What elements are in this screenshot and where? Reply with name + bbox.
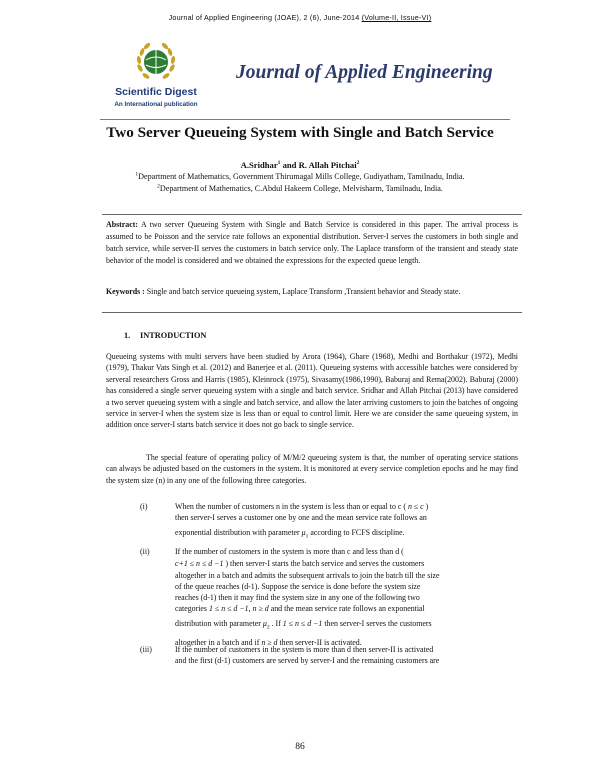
globe-wreath-icon <box>134 40 178 84</box>
paper-title: Two Server Queueing System with Single and Batch Service <box>106 124 494 141</box>
header-rule <box>100 119 510 120</box>
intro-paragraph-2: The special feature of operating policy of M/M/2 queueing system is that, the number of operating service stations can always be adjusted based on the customers in the system. It is monitored at every service completion epochs and he may find the system size (n) in any one of the following three categories. <box>106 453 518 485</box>
affiliation-2: $^2$Department of Mathematics, C.Abdul Hakeem College, Melvisharm, Tamilnadu, India. <box>157 183 443 193</box>
volume-issue: (Volume-II, Issue-VI) <box>361 13 432 22</box>
publisher-name: Scientific Digest <box>115 86 197 98</box>
publisher-logo <box>97 40 215 120</box>
abstract: Abstract: A two server Queueing System with Single and Batch Service is considered in this paper. The arrival process is assumed to be Poisson and the service rate follows an exponential distribution. Server-I serves the customers in both single and batch service, while server-II serves the customers in batch service only. The Laplace transform of the transient and steady state behavior of the model is considered and we obtained the expressions for the expected queue length. <box>106 220 518 265</box>
section-heading: 1. INTRODUCTION <box>124 331 207 340</box>
affiliation-1: $^1$Department of Mathematics, Government Thirumagal Mills College, Gudiyatham, Tamilnadu, India. <box>135 171 465 181</box>
keywords-label: Keywords : <box>106 287 145 296</box>
running-head: Journal of Applied Engineering (JOAE), 2 (6), June-2014 (Volume-II, Issue-VI) <box>168 13 432 22</box>
publisher-tagline: An International publication <box>114 101 198 108</box>
keywords: Keywords : Single and batch service queueing system, Laplace Transform ,Transient behavior and Steady state. <box>106 287 461 296</box>
intro-paragraph-1: Queueing systems with multi servers have been studied by Arora (1964), Ghare (1968), Medhi and Borthakur (1972), Medhi (1979), Thakur Vats Singh et al. (2012) and Banerjee et al. (2011). Queueing systems with accessible batches were considered by serveral researchers Gross and Harris (1985), Kleinrock (1975), Sivasamy(1986,1990), Baburaj and Rema(2002). Baburaj (2000) has considered a single server queueing system with a single and batch service. Sridhar and Allah Pitchai (2013) have considered a two server queueing system with a single and batch service, and allow the later arriving customers to join the batches of ongoing service in server-I when the system size is less than or equal to control limit. Here we are consider the same queueing system, in addition once server-I starts batch service it does not go back to single service. <box>106 352 518 430</box>
abstract-label: Abstract: <box>106 220 138 229</box>
page-number: 86 <box>295 742 305 752</box>
journal-name: Journal of Applied Engineering <box>236 62 493 83</box>
authors: A.Sridhar$^1$ and R. Allah Pitchai$^2$ <box>240 160 360 170</box>
